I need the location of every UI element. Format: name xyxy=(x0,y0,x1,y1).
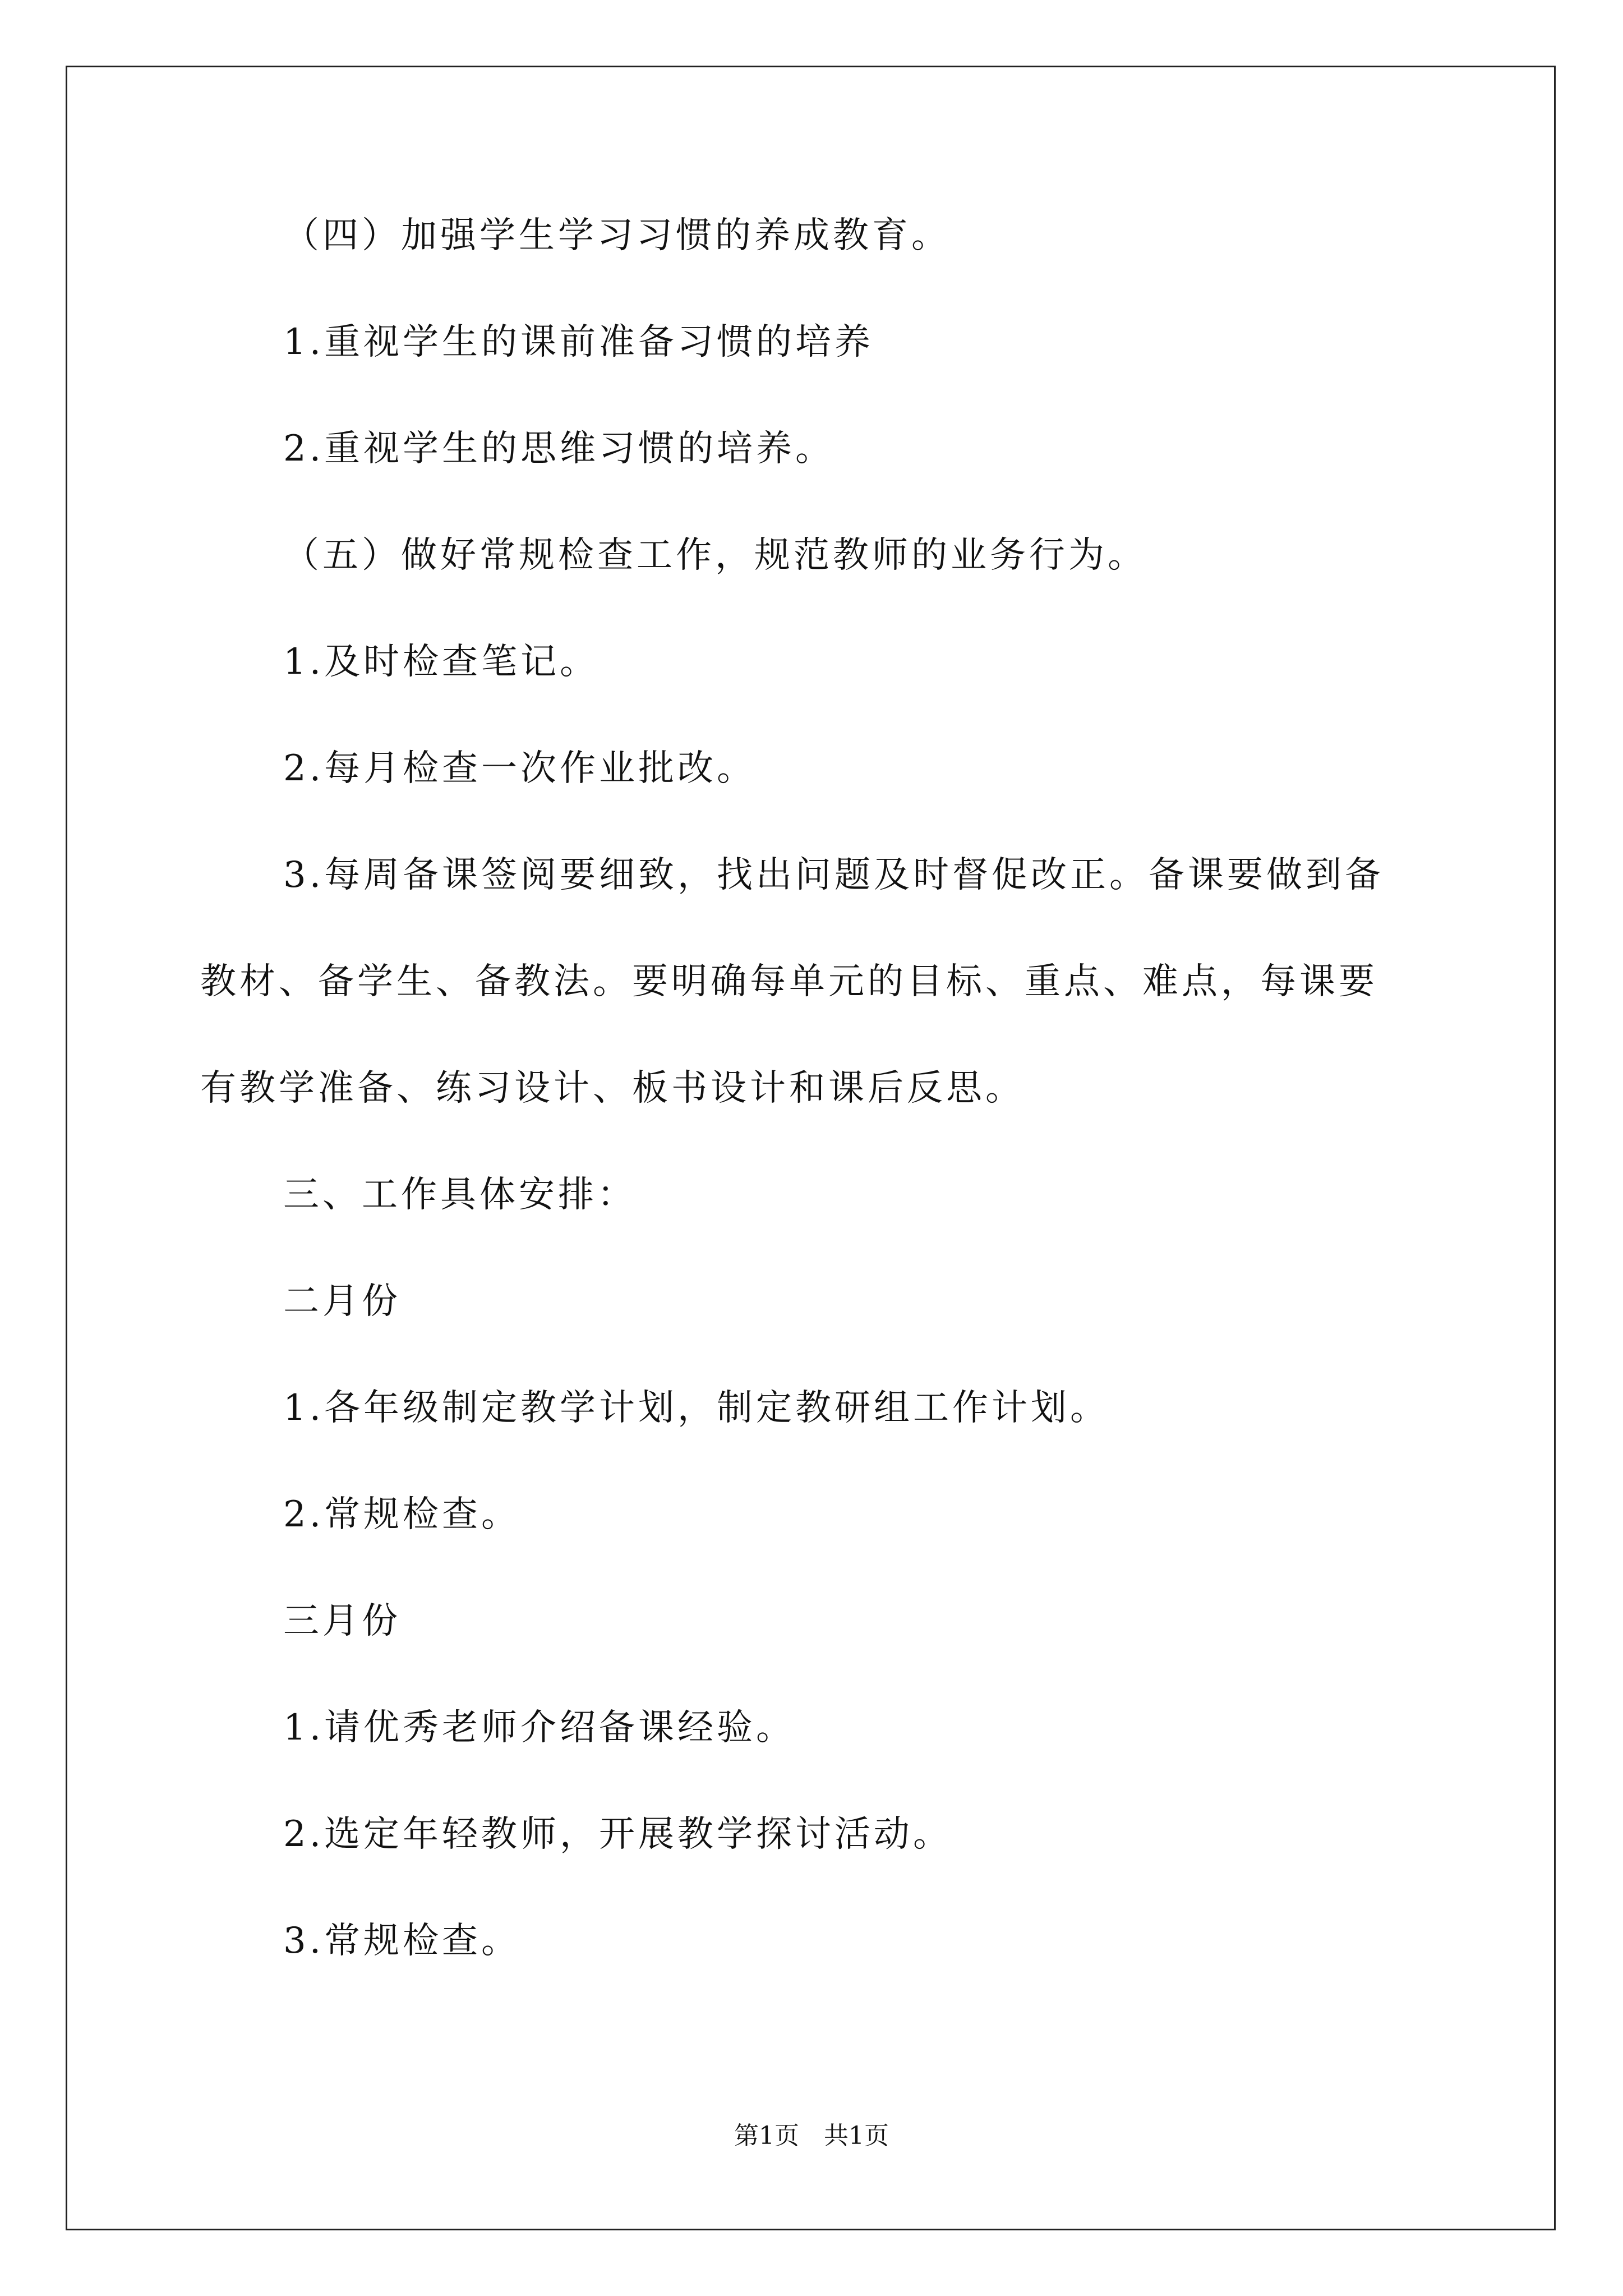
page-number: 第1页 共1页 xyxy=(734,2122,889,2150)
list-item: 1.各年级制定教学计划，制定教研组工作计划。 xyxy=(283,1387,1110,1429)
list-item: 2.每月检查一次作业批改。 xyxy=(283,748,757,789)
list-item: 3.常规检查。 xyxy=(283,1920,521,1962)
paragraph-line: 教材、备学生、备教法。要明确每单元的目标、重点、难点，每课要 xyxy=(200,961,1378,1002)
section-heading-4: （四）加强学生学习习惯的养成教育。 xyxy=(283,215,951,256)
list-item: 2.重视学生的思维习惯的培养。 xyxy=(283,428,835,470)
paragraph-line: 有教学准备、练习设计、板书设计和课后反思。 xyxy=(200,1068,1025,1109)
paragraph-line: 3.每周备课签阅要细致，找出问题及时督促改正。备课要做到备 xyxy=(283,854,1385,896)
list-item: 2.常规检查。 xyxy=(283,1494,521,1535)
section-heading-3: 三、工作具体安排： xyxy=(283,1174,637,1216)
page-border xyxy=(66,66,1556,2230)
section-heading-5: （五）做好常规检查工作，规范教师的业务行为。 xyxy=(283,535,1147,576)
month-heading: 三月份 xyxy=(283,1600,401,1642)
list-item: 1.请优秀老师介绍备课经验。 xyxy=(283,1707,796,1749)
list-item: 2.选定年轻教师，开展教学探讨活动。 xyxy=(283,1814,953,1855)
list-item: 1.重视学生的课前准备习惯的培养 xyxy=(283,321,874,363)
list-item: 1.及时检查笔记。 xyxy=(283,641,600,683)
month-heading: 二月份 xyxy=(283,1281,401,1322)
